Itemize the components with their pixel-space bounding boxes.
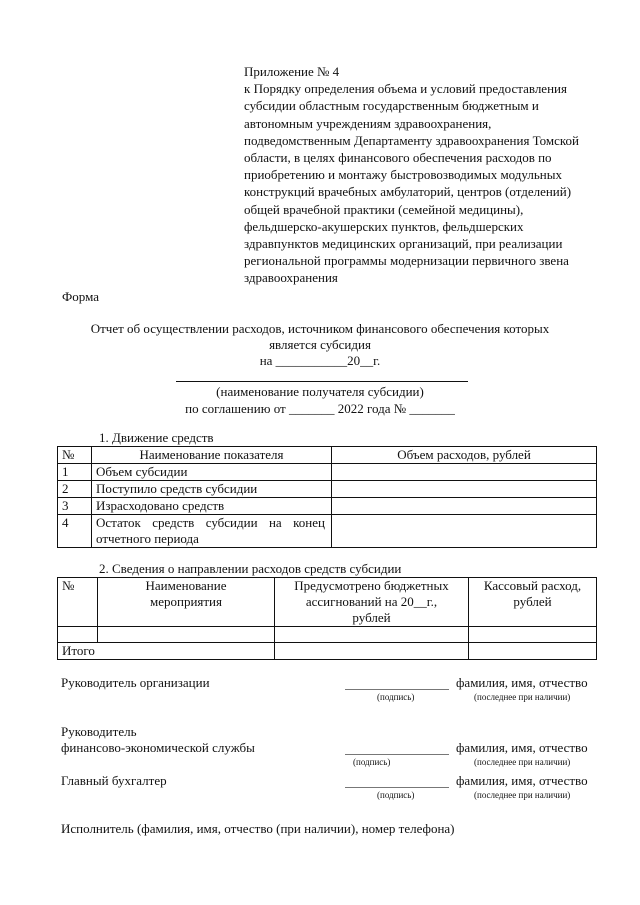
recipient-caption: (наименование получателя субсидии) [216,384,424,399]
appendix-line: приобретению и монтажу быстровозводимых модульных [244,167,562,183]
funds-movement-table [57,446,597,548]
row-number: 1 [58,464,92,481]
appendix-line: фельдшерско-акушерских пунктов, фельдшерских [244,218,524,234]
section1-heading: 1. Движение средств [99,430,214,445]
signature-line[interactable] [345,689,449,690]
report-period: на ___________20__г. [259,353,381,368]
signature-caption: (подпись) [377,790,415,800]
signature-line[interactable] [345,787,449,788]
row-number[interactable] [58,627,98,643]
appendix-line: Приложение № 4 [244,64,340,79]
agreement-line: по соглашению от _______ 2022 года № _______ [185,401,455,416]
signature-caption: (подпись) [353,757,391,767]
fio-label: фамилия, имя, отчество [456,740,588,755]
appendix-line: субсидии областным государственным бюджетным и [244,98,539,114]
fio-label: фамилия, имя, отчество [456,773,588,788]
fio-caption: (последнее при наличии) [474,757,571,767]
table-row [58,515,597,548]
row-number: 4 [58,515,92,548]
total-label: Итого [58,643,275,660]
row-number: 3 [58,498,92,515]
signature-caption: (подпись) [377,692,415,702]
table-header-row [58,447,597,464]
table-row [58,481,597,498]
finance-label-line1: Руководитель [61,724,137,739]
total-planned[interactable] [275,643,469,660]
table-total-row [58,643,597,660]
row-value[interactable] [332,515,597,548]
recipient-name-line [176,381,468,382]
report-title-line2: является субсидия [269,337,371,352]
header-cell: Предусмотрено бюджетных ассигнований на 20__г., рублей [275,578,469,627]
header-cell: № [58,578,98,627]
executor-label: Исполнитель (фамилия, имя, отчество (при наличии), номер телефона) [61,821,455,836]
finance-label-line2: финансово-экономической службы [61,740,255,755]
appendix-line: общей врачебной практики (семейной медицины), [244,201,524,217]
table-row [58,498,597,515]
signature-line[interactable] [345,754,449,755]
header-cell: Наименование мероприятия [98,578,275,627]
row-name: Израсходовано средств [92,498,332,515]
appendix-line: конструкций врачебных амбулаторий, центров (отделений) [244,184,572,200]
head-label: Руководитель организации [61,675,210,690]
header-cell: Объем расходов, рублей [332,447,597,464]
appendix-line: автономным учреждениям здравоохранения, [244,115,492,131]
total-cash[interactable] [469,643,597,660]
row-planned[interactable] [275,627,469,643]
row-value[interactable] [332,498,597,515]
header-cell: № [58,447,92,464]
table-row [58,464,597,481]
row-value[interactable] [332,464,597,481]
row-value[interactable] [332,481,597,498]
fio-caption: (последнее при наличии) [474,692,571,702]
fio-label: фамилия, имя, отчество [456,675,588,690]
appendix-line: здравоохранения [244,270,338,286]
row-name: Объем субсидии [92,464,332,481]
report-title: Отчет об осуществлении расходов, источником финансового обеспечения которых [90,321,550,336]
row-name: Остаток средств субсидии на конец отчетного периода [92,515,332,548]
row-activity[interactable] [98,627,275,643]
header-cell: Наименование показателя [92,447,332,464]
appendix-line: подведомственным Департаменту здравоохранения Томской [244,132,580,148]
accountant-label: Главный бухгалтер [61,773,167,788]
expenditure-table [57,577,597,660]
table-header-row [58,578,597,627]
fio-caption: (последнее при наличии) [474,790,571,800]
appendix-line: региональной программы модернизации первичного звена [244,253,569,269]
appendix-line: здравпунктов медицинских организаций, при реализации [244,236,563,252]
row-cash[interactable] [469,627,597,643]
row-name: Поступило средств субсидии [92,481,332,498]
appendix-line: области, в целях финансового обеспечения расходов по [244,150,552,166]
section2-heading: 2. Сведения о направлении расходов средств субсидии [99,561,402,576]
table-row [58,627,597,643]
appendix-header [244,63,629,287]
appendix-line: к Порядку определения объема и условий предоставления [244,81,567,97]
row-number: 2 [58,481,92,498]
header-cell: Кассовый расход, рублей [469,578,597,627]
form-label: Форма [62,289,99,304]
